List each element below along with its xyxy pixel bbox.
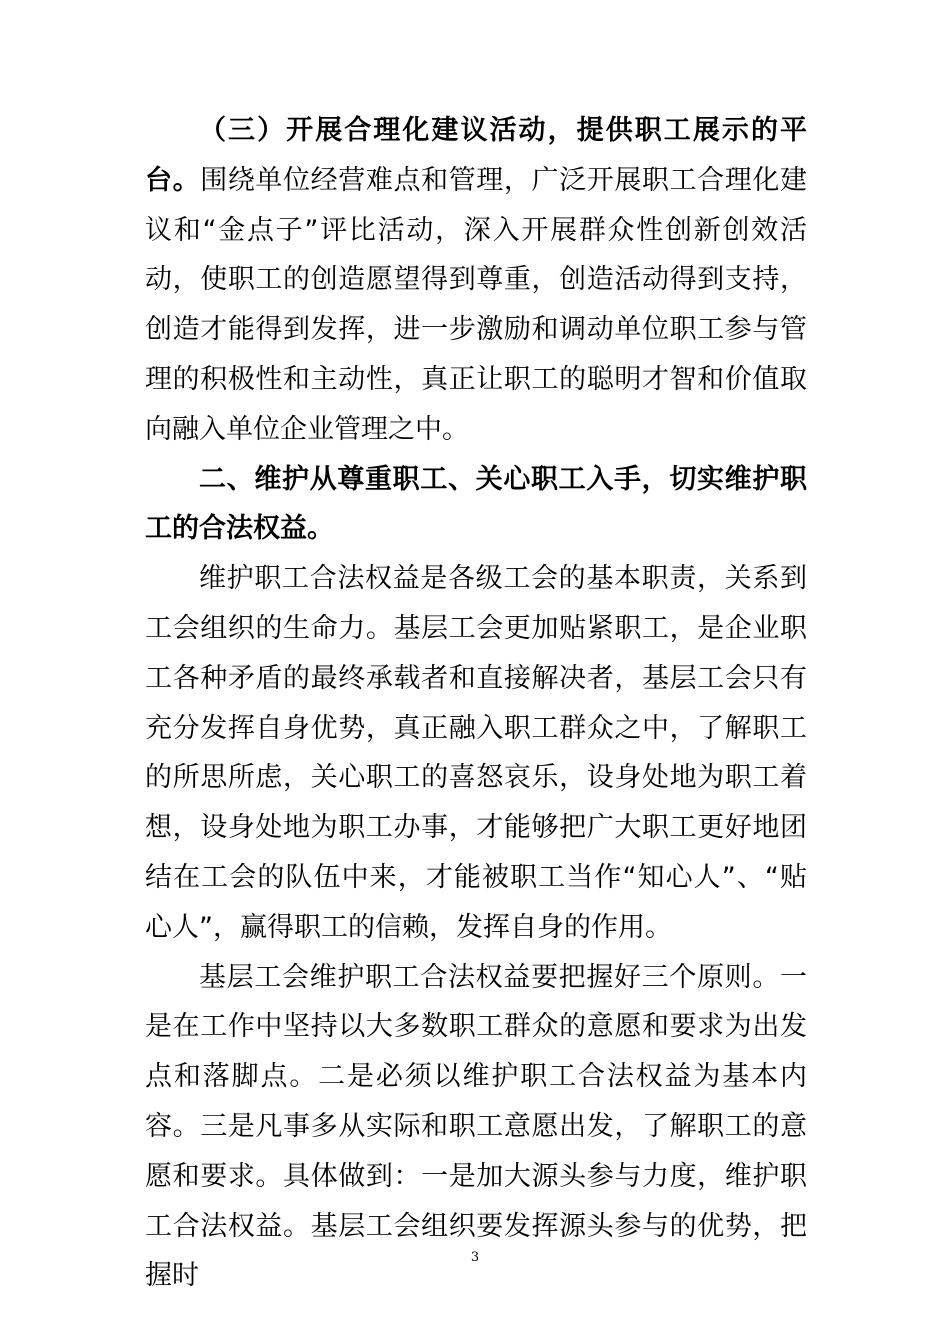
paragraph-text: 围绕单位经营难点和管理，广泛开展职工合理化建议和“金点子”评比活动，深入开展群众性创新创效活动，使职工的创造愿望得到尊重，创造活动得到支持，创造才能得到发挥，进一步激励和调动单位职工参与管理的积极性和主动性，真正让职工的聪明才智和价值取向融入单位企业管理之中。 [145,164,808,445]
paragraph-suggestion-activities [145,106,807,455]
document-body [145,106,807,1301]
paragraph-three-principles: 基层工会维护职工合法权益要把握好三个原则。一是在工作中坚持以大多数职工群众的意愿和要求为出发点和落脚点。二是必须以维护职工合法权益为基本内容。三是凡事多从实际和职工意愿出发，了解职工的意愿和要求。具体做到：一是加大源头参与力度，维护职工合法权益。基层工会组织要发挥源头参与的优势，把握时 [145,961,807,1292]
section-heading: 二、维护从尊重职工、关心职工入手，切实维护职工的合法权益。 [145,463,807,545]
paragraph-lead-bold: （三）开展合理化建议活动，提供职工展示的平台。 [145,115,807,196]
paragraph-union-duties: 维护职工合法权益是各级工会的基本职责，关系到工会组织的生命力。基层工会更加贴紧职工，是企业职工各种矛盾的最终承载者和直接解决者，基层工会只有充分发挥自身优势，真正融入职工群众之中，了解职工的所思所虑，关心职工的喜怒哀乐，设身处地为职工着想，设身处地为职工办事，才能够把广大职工更好地团结在工会的队伍中来，才能被职工当作“知心人”、“贴心人”，赢得职工的信赖，发挥自身的作用。 [145,563,807,943]
page-number: 3 [470,1250,480,1265]
